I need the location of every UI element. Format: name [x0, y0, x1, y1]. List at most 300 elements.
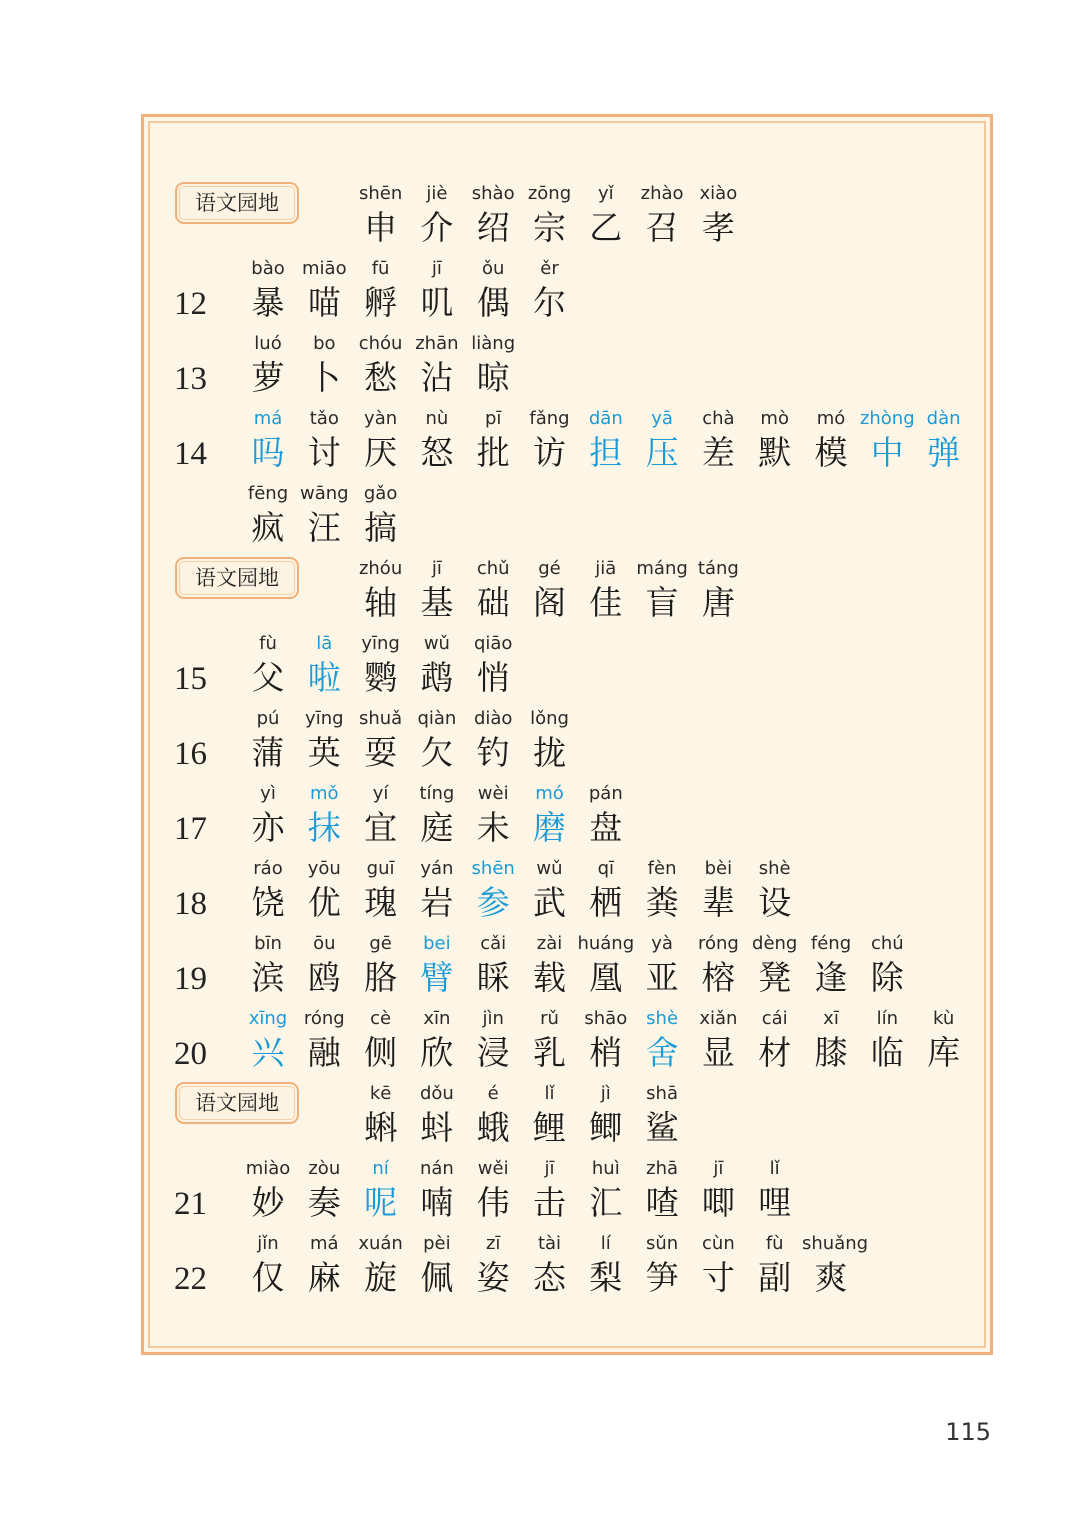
pinyin: shā — [646, 1083, 678, 1104]
hanzi: 鸥 — [307, 958, 341, 997]
character-cell — [689, 931, 747, 997]
pinyin: dān — [588, 408, 623, 429]
hanzi: 浸 — [476, 1033, 510, 1072]
character-cell — [408, 331, 466, 397]
pinyin: ōu — [313, 933, 336, 954]
pinyin: kù — [932, 1008, 955, 1029]
pinyin: yán — [420, 858, 454, 879]
hanzi: 佳 — [589, 583, 623, 622]
character-row — [144, 856, 990, 928]
hanzi: 姿 — [476, 1258, 510, 1297]
character-cell — [239, 1231, 297, 1297]
pinyin: qiàn — [417, 708, 457, 729]
character-cell — [802, 406, 860, 472]
pinyin: lǒng — [530, 708, 569, 729]
character-cell — [633, 1156, 691, 1222]
hanzi: 妙 — [251, 1183, 285, 1222]
character-cell — [577, 1231, 635, 1297]
character-cell — [352, 481, 410, 547]
hanzi: 显 — [701, 1033, 735, 1072]
hanzi: 鹉 — [420, 658, 454, 697]
character-cell — [239, 781, 297, 847]
character-cell — [464, 1156, 522, 1222]
pinyin: jī — [713, 1158, 724, 1179]
character-cell — [464, 1006, 522, 1072]
pinyin: nán — [419, 1158, 454, 1179]
character-cell — [633, 1081, 691, 1147]
lesson-number: 13 — [174, 361, 207, 397]
hanzi: 喵 — [307, 283, 341, 322]
hanzi: 乳 — [533, 1033, 566, 1072]
pinyin: cùn — [702, 1233, 735, 1254]
pinyin: miāo — [302, 258, 347, 279]
hanzi: 副 — [758, 1258, 792, 1297]
pinyin: chú — [870, 933, 904, 954]
page-number: 115 — [945, 1418, 991, 1446]
hanzi: 旋 — [364, 1258, 398, 1297]
character-cell — [802, 1231, 869, 1297]
pinyin: róng — [303, 1008, 345, 1029]
character-cell — [295, 781, 353, 847]
character-cell — [352, 181, 410, 247]
pinyin: mǒ — [310, 783, 339, 804]
character-cell — [295, 1156, 353, 1222]
hanzi: 中 — [870, 433, 904, 472]
hanzi: 批 — [476, 433, 510, 472]
pinyin: wěi — [477, 1158, 509, 1179]
character-row — [144, 1081, 990, 1153]
character-cell — [521, 556, 579, 622]
pinyin: dèng — [752, 933, 798, 954]
hanzi: 佩 — [420, 1258, 454, 1297]
hanzi: 英 — [307, 733, 341, 772]
hanzi: 逢 — [814, 958, 848, 997]
character-cell — [239, 631, 297, 697]
pinyin: shuǎng — [802, 1233, 869, 1254]
pinyin: ráo — [253, 858, 283, 879]
hanzi: 睬 — [476, 958, 510, 997]
character-cell — [464, 706, 522, 772]
character-cell — [464, 856, 522, 922]
pinyin: fū — [371, 258, 390, 279]
lesson-number: 16 — [174, 736, 207, 772]
character-row — [144, 706, 990, 778]
pinyin: fù — [765, 1233, 784, 1254]
pinyin: liàng — [471, 333, 516, 354]
pinyin: fù — [259, 633, 277, 654]
hanzi: 宗 — [533, 208, 566, 247]
character-cell — [239, 256, 297, 322]
character-cell — [408, 406, 466, 472]
character-cell — [295, 706, 353, 772]
hanzi: 访 — [533, 433, 566, 472]
character-cell — [352, 1156, 410, 1222]
hanzi: 担 — [589, 433, 623, 472]
character-cell — [352, 1081, 410, 1147]
pinyin: rǔ — [540, 1008, 559, 1029]
hanzi: 厌 — [364, 433, 398, 472]
character-cell — [521, 1156, 579, 1222]
hanzi: 差 — [701, 433, 735, 472]
character-cell — [521, 856, 579, 922]
character-cell — [408, 1081, 466, 1147]
pinyin: bào — [251, 258, 285, 279]
pinyin: bèi — [704, 858, 733, 879]
hanzi: 材 — [758, 1033, 792, 1072]
hanzi: 击 — [533, 1183, 566, 1222]
pinyin: bei — [423, 933, 451, 954]
hanzi: 孵 — [364, 283, 398, 322]
pinyin: chà — [702, 408, 735, 429]
character-cell — [295, 631, 353, 697]
character-cell — [577, 1081, 635, 1147]
pinyin: gé — [538, 558, 561, 579]
pinyin: ǒu — [481, 258, 505, 279]
pinyin: féng — [810, 933, 852, 954]
hanzi: 笋 — [645, 1258, 679, 1297]
character-cell — [464, 781, 522, 847]
pinyin: jī — [431, 258, 442, 279]
pinyin: cè — [370, 1008, 392, 1029]
character-cell — [295, 856, 353, 922]
hanzi: 梢 — [589, 1033, 623, 1072]
hanzi: 喃 — [420, 1183, 454, 1222]
pinyin: xiào — [699, 183, 738, 204]
character-row — [144, 406, 990, 478]
character-cell — [802, 1006, 860, 1072]
pinyin: fèn — [647, 858, 677, 879]
pinyin: jiè — [426, 183, 448, 204]
pinyin: yōu — [307, 858, 341, 879]
character-cell — [408, 631, 466, 697]
pinyin: máng — [636, 558, 688, 579]
pinyin: wǔ — [536, 858, 563, 879]
hanzi: 蒲 — [251, 733, 285, 772]
character-cell — [521, 1081, 579, 1147]
pinyin: wāng — [300, 483, 349, 504]
pinyin: zōng — [527, 183, 572, 204]
character-cell — [521, 1006, 579, 1072]
character-cell — [577, 1156, 635, 1222]
pinyin: jǐn — [257, 1233, 279, 1254]
pinyin: fǎng — [529, 408, 570, 429]
pinyin: lí — [600, 1233, 611, 1254]
character-cell — [521, 931, 579, 997]
hanzi: 奏 — [307, 1183, 341, 1222]
character-cell — [352, 331, 410, 397]
character-cell — [295, 331, 353, 397]
character-cell — [464, 1231, 522, 1297]
character-cell — [858, 931, 916, 997]
hanzi: 乙 — [589, 208, 623, 247]
character-cell — [577, 931, 635, 997]
pinyin: cǎi — [480, 933, 507, 954]
pinyin: zī — [485, 1233, 501, 1254]
hanzi: 吗 — [251, 433, 285, 472]
pinyin: zài — [536, 933, 563, 954]
pinyin: fēng — [247, 483, 289, 504]
pinyin: shè — [758, 858, 791, 879]
pinyin: chǔ — [476, 558, 510, 579]
section-badge: 语文园地 — [175, 182, 299, 224]
hanzi: 未 — [476, 808, 510, 847]
character-cell — [521, 406, 579, 472]
character-row — [144, 181, 990, 253]
character-cell — [633, 1006, 691, 1072]
pinyin: qī — [597, 858, 615, 879]
pinyin: lín — [876, 1008, 898, 1029]
hanzi: 汪 — [307, 508, 341, 547]
lesson-number: 21 — [174, 1186, 207, 1222]
hanzi: 麻 — [307, 1258, 341, 1297]
character-cell — [295, 1006, 353, 1072]
hanzi: 临 — [870, 1033, 904, 1072]
hanzi: 压 — [645, 433, 679, 472]
pinyin: pèi — [423, 1233, 451, 1254]
hanzi: 晾 — [476, 358, 510, 397]
hanzi: 胳 — [364, 958, 398, 997]
character-cell — [352, 931, 410, 997]
hanzi: 蛾 — [476, 1108, 510, 1147]
hanzi: 侧 — [364, 1033, 398, 1072]
hanzi: 除 — [870, 958, 904, 997]
pinyin: chóu — [358, 333, 403, 354]
pinyin: zhān — [415, 333, 459, 354]
hanzi: 弹 — [927, 433, 961, 472]
pinyin: shuǎ — [358, 708, 403, 729]
pinyin: sǔn — [645, 1233, 679, 1254]
character-cell — [689, 1156, 747, 1222]
character-cell — [746, 931, 804, 997]
hanzi: 磨 — [533, 808, 566, 847]
pinyin: yīng — [361, 633, 400, 654]
character-cell — [689, 556, 747, 622]
lesson-number: 14 — [174, 436, 207, 472]
hanzi: 滨 — [251, 958, 285, 997]
pinyin: xuán — [358, 1233, 403, 1254]
pinyin: jiā — [595, 558, 617, 579]
lesson-number: 18 — [174, 886, 207, 922]
character-cell — [295, 931, 353, 997]
character-row — [144, 781, 990, 853]
character-cell — [295, 406, 353, 472]
character-cell — [239, 481, 297, 547]
pinyin: ní — [372, 1158, 389, 1179]
character-cell — [464, 556, 522, 622]
character-cell — [408, 1231, 466, 1297]
hanzi: 载 — [533, 958, 566, 997]
pinyin: xī — [823, 1008, 839, 1029]
pinyin: luó — [254, 333, 282, 354]
character-cell — [633, 181, 691, 247]
pinyin: dàn — [926, 408, 961, 429]
character-cell — [408, 1156, 466, 1222]
character-row — [144, 331, 990, 403]
character-cell — [352, 781, 410, 847]
pinyin: jī — [544, 1158, 555, 1179]
pinyin: bīn — [254, 933, 282, 954]
character-cell — [352, 1231, 410, 1297]
character-cell — [295, 256, 353, 322]
pinyin: zhòng — [859, 408, 915, 429]
pinyin: wǔ — [423, 633, 450, 654]
hanzi: 唧 — [701, 1183, 735, 1222]
character-row — [144, 1006, 990, 1078]
hanzi: 阁 — [533, 583, 566, 622]
character-cell — [239, 706, 297, 772]
pinyin: pán — [588, 783, 623, 804]
character-cell — [746, 856, 804, 922]
character-cell — [746, 1231, 804, 1297]
character-cell — [689, 406, 747, 472]
character-cell — [577, 1006, 635, 1072]
hanzi: 融 — [307, 1033, 341, 1072]
hanzi: 亦 — [251, 808, 285, 847]
hanzi: 础 — [476, 583, 510, 622]
character-cell — [239, 331, 297, 397]
hanzi: 鹦 — [364, 658, 398, 697]
hanzi: 唐 — [701, 583, 735, 622]
character-cell — [689, 1006, 747, 1072]
pinyin: pú — [256, 708, 280, 729]
pinyin: tíng — [419, 783, 455, 804]
hanzi: 舍 — [645, 1033, 679, 1072]
pinyin: zhào — [640, 183, 684, 204]
character-cell — [633, 856, 691, 922]
hanzi: 鲤 — [533, 1108, 566, 1147]
hanzi: 轴 — [364, 583, 398, 622]
hanzi: 盲 — [645, 583, 679, 622]
hanzi: 榕 — [701, 958, 735, 997]
pinyin: nù — [425, 408, 449, 429]
hanzi: 伟 — [476, 1183, 510, 1222]
pinyin: jì — [600, 1083, 611, 1104]
hanzi: 父 — [251, 658, 285, 697]
hanzi: 卜 — [307, 358, 341, 397]
pinyin: cái — [761, 1008, 788, 1029]
character-cell — [408, 931, 466, 997]
character-cell — [689, 181, 747, 247]
character-cell — [464, 406, 522, 472]
character-row — [144, 1231, 990, 1303]
hanzi: 疯 — [251, 508, 285, 547]
character-row — [144, 931, 990, 1003]
section-badge: 语文园地 — [175, 557, 299, 599]
pinyin: wèi — [477, 783, 509, 804]
hanzi: 拢 — [533, 733, 566, 772]
pinyin: lǐ — [544, 1083, 555, 1104]
character-cell — [464, 181, 522, 247]
hanzi: 沾 — [420, 358, 454, 397]
lesson-number: 12 — [174, 286, 207, 322]
pinyin: mò — [760, 408, 789, 429]
hanzi: 申 — [364, 208, 398, 247]
character-cell — [408, 781, 466, 847]
character-cell — [633, 406, 691, 472]
lesson-number: 17 — [174, 811, 207, 847]
hanzi: 愁 — [364, 358, 398, 397]
character-row — [144, 1156, 990, 1228]
hanzi: 鲫 — [589, 1108, 623, 1147]
character-cell — [577, 181, 635, 247]
pinyin: jìn — [482, 1008, 504, 1029]
pinyin: é — [487, 1083, 499, 1104]
hanzi: 搞 — [364, 508, 398, 547]
pinyin: xīng — [248, 1008, 288, 1029]
character-cell — [408, 1006, 466, 1072]
character-cell — [464, 331, 522, 397]
character-cell — [352, 631, 410, 697]
character-cell — [577, 406, 635, 472]
hanzi: 蝌 — [364, 1108, 398, 1147]
character-cell — [464, 931, 522, 997]
hanzi: 悄 — [476, 658, 510, 697]
hanzi: 库 — [927, 1033, 961, 1072]
pinyin: zhā — [646, 1158, 679, 1179]
character-cell — [521, 256, 579, 322]
pinyin: yì — [260, 783, 276, 804]
hanzi: 仅 — [251, 1258, 285, 1297]
character-cell — [408, 706, 466, 772]
hanzi: 欣 — [420, 1033, 454, 1072]
pinyin: diào — [473, 708, 513, 729]
character-cell — [464, 1081, 522, 1147]
pinyin: zòu — [308, 1158, 341, 1179]
character-cell — [295, 1231, 353, 1297]
character-cell — [521, 1231, 579, 1297]
hanzi: 态 — [533, 1258, 566, 1297]
hanzi: 蚪 — [420, 1108, 454, 1147]
hanzi: 宜 — [364, 808, 398, 847]
hanzi: 岩 — [420, 883, 454, 922]
character-cell — [521, 706, 579, 772]
hanzi: 孝 — [701, 208, 735, 247]
hanzi: 兴 — [251, 1033, 285, 1072]
hanzi: 呢 — [364, 1183, 398, 1222]
pinyin: lǐ — [769, 1158, 780, 1179]
lesson-number: 22 — [174, 1261, 207, 1297]
pinyin: xīn — [423, 1008, 451, 1029]
character-cell — [858, 406, 916, 472]
character-cell — [352, 856, 410, 922]
section-badge: 语文园地 — [175, 1082, 299, 1124]
character-cell — [746, 406, 804, 472]
pinyin: yā — [651, 408, 673, 429]
pinyin: róng — [697, 933, 739, 954]
hanzi: 哩 — [758, 1183, 792, 1222]
hanzi: 啦 — [307, 658, 341, 697]
hanzi: 膝 — [814, 1033, 848, 1072]
pinyin: shào — [471, 183, 515, 204]
character-cell — [915, 1006, 973, 1072]
pinyin: yàn — [364, 408, 398, 429]
hanzi: 饶 — [251, 883, 285, 922]
hanzi: 亚 — [645, 958, 679, 997]
hanzi: 讨 — [307, 433, 341, 472]
pinyin: ěr — [540, 258, 559, 279]
character-cell — [239, 1006, 297, 1072]
hanzi: 怒 — [420, 433, 454, 472]
character-cell — [408, 856, 466, 922]
pinyin: tài — [537, 1233, 562, 1254]
hanzi: 偶 — [476, 283, 510, 322]
character-row — [144, 256, 990, 328]
hanzi: 庭 — [420, 808, 454, 847]
hanzi: 爽 — [814, 1258, 848, 1297]
hanzi: 寸 — [701, 1258, 735, 1297]
hanzi: 钓 — [476, 733, 510, 772]
pinyin: dǒu — [419, 1083, 454, 1104]
